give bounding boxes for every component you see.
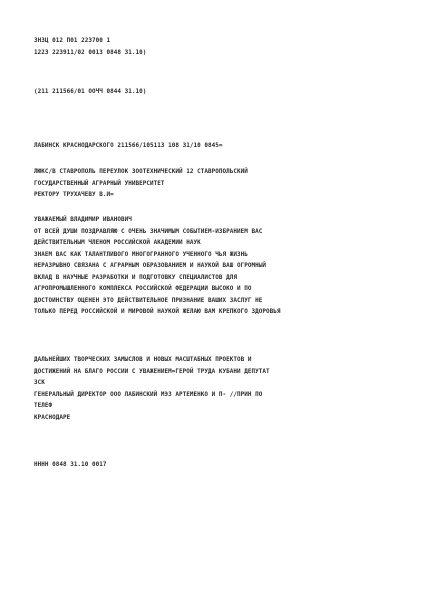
- recipient-line-3: РЕКТОРУ ТРУХАЧЕВУ В.И=: [34, 190, 114, 198]
- service-header-line-1: ЗНЗЦ 012 П01 223700 1: [34, 36, 111, 44]
- recipient-address: [34, 166, 404, 201]
- footer-line: НННН 0848 31.10 0017: [34, 460, 107, 468]
- footer-service: [34, 459, 404, 471]
- body-line-8: ДОСТОИНСТВУ ОЦЕНЕН ЭТО ДЕЙСТВИТЕЛЬНОЕ ПРИЗНАНИЕ ВАШИХ ЗАСЛУГ НЕ: [34, 295, 263, 304]
- reference-line: (211 211566/01 ООЧЧ 0844 31.10): [34, 87, 147, 95]
- body-line-3: ДЕЙСТВИТЕЛЬНЫМ ЧЛЕНОМ РОССИЙСКОЙ АКАДЕМИИ НАУК: [34, 238, 201, 246]
- body-line-6: ВКЛАД В НАУЧНЫЕ РАЗРАБОТКИ И ПОДГОТОВКУ СПЕЦИАЛИСТОВ ДЛЯ: [34, 272, 237, 281]
- message-closing: [34, 354, 404, 423]
- closing-line-5: ТЕЛЕФ: [34, 401, 53, 409]
- recipient-line-2: ГОСУДАРСТВЕННЫЙ АГРАРНЫЙ УНИВЕРСИТЕТ: [34, 178, 165, 187]
- body-line-9: ТОЛЬКО ПЕРЕД РОССИЙСКОЙ И МИРОВОЙ НАУКОЙ ЖЕЛАЮ ВАМ КРЕПКОГО ЗДОРОВЬЯ: [34, 307, 281, 315]
- closing-line-3: ЗСК: [34, 378, 45, 386]
- body-line-4: ЗНАЕМ ВАС КАК ТАЛАНТЛИВОГО МНОГОГРАННОГО УЧЕННОГО ЧЬЯ ЖИЗНЬ: [34, 249, 248, 258]
- body-line-2: ОТ ВСЕЙ ДУШИ ПОЗДРАВЛЯЮ С ОЧЕНЬ ЗНАЧИМЫМ СОБЫТИЕМ-ИЗБРАНИЕМ ВАС: [34, 226, 263, 235]
- service-header-line-2: 1223 223911/02 0013 0848 31.10): [34, 47, 147, 56]
- closing-line-2: ДОСТИЖЕНИЙ НА БЛАГО РОССИИ С УВАЖЕНИЕМ=ГЕРОЙ ТРУДА КУБАНИ ДЕПУТАТ: [34, 366, 270, 375]
- body-line-5: НЕРАЗРЫВНО СВЯЗАНА С АГРАРНЫМ ОБРАЗОВАНИЕМ И НАУКОЙ ВАШ ОГРОМНЫЙ: [34, 261, 266, 269]
- service-header: [34, 35, 404, 58]
- closing-line-6: КРАСНОДАРЕ: [34, 412, 71, 421]
- reference-header: [34, 86, 404, 98]
- origin-line: ЛАБИНСК КРАСНОДАРСКОГО 211566/105113 108 31/10 0845=: [34, 141, 223, 149]
- closing-line-1: ДАЛЬНЕЙШИХ ТВОРЧЕСКИХ ЗАМЫСЛОВ И НОВЫХ МАСШТАБНЫХ ПРОЕКТОВ И: [34, 355, 252, 363]
- origin-line-block: [34, 140, 404, 152]
- body-line-7: АГРОПРОМЫШЛЕННОГО КОМПЛЕКСА РОССИЙСКОЙ ФЕДЕРАЦИИ ВЫСОКО И ПО: [34, 284, 252, 292]
- message-body: [34, 214, 404, 318]
- body-line-1: УВАЖАЕМЫЙ ВЛАДИМИР ИВАНОВИЧ: [34, 215, 132, 223]
- recipient-line-1: ЛЮКС/В СТАВРОПОЛЬ ПЕРЕУЛОК ЗООТЕХНИЧЕСКИЙ 12 СТАВРОПОЛЬСКИЙ: [34, 167, 248, 175]
- closing-line-4: ГЕНЕРАЛЬНЫЙ ДИРЕКТОР ООО ЛАБИНСКИЙ МЭЗ АРТЕМЕНКО И П- //ПРИН ПО: [34, 389, 263, 398]
